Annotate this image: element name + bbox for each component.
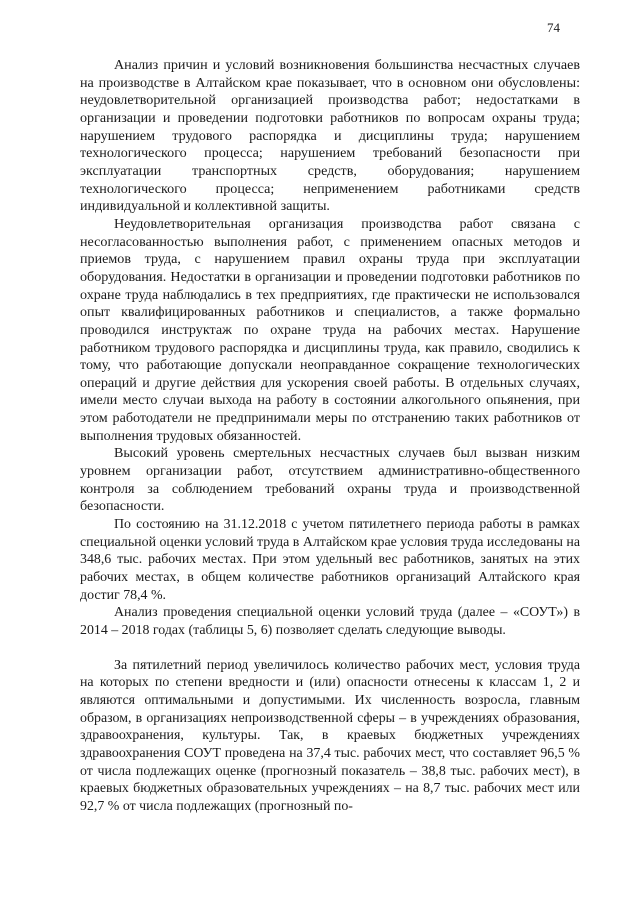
- page-number: 74: [547, 20, 560, 35]
- paragraph-unsatisfactory-organization: Неудовлетворительная организация производства работ связана с несогласованностью выполнения работ, с применением опасных методов и приемов труда, с нарушением правил охраны труда при эксплуатации оборудования. Недостатки в организации и проведении подготовки работников по охране труда наблюдались в тех предприятиях, где практически не использовался опыт квалифицированных работников и специалистов, а также формально проводился инструктаж по охране труда на рабочих местах. Нарушение работником трудового распорядка и дисциплины труда, как правило, сводились к тому, что работающие допускали неоправданное сокращение технологических операций и другие действия для ускорения своей работы. В отдельных случаях, имели место случаи выхода на работу в состоянии алкогольного опьянения, при этом работодатели не предпринимали меры по отстранению таких работников от выполнения трудовых обязанностей.: [80, 215, 580, 444]
- body-text: [80, 57, 580, 816]
- paragraph-sout-analysis: Анализ проведения специальной оценки условий труда (далее – «СОУТ») в 2014 – 2018 годах (таблицы 5, 6) позволяет сделать следующие выводы.: [80, 605, 580, 638]
- paragraph-gap: [80, 640, 580, 657]
- paragraph-fatal-accidents: Высокий уровень смертельных несчастных случаев был вызван низким уровнем организации работ, отсутствием административно-общественного контроля за соблюдением требований охраны труда и производственной безопасности.: [80, 445, 580, 515]
- paragraph-status-2018: По состоянию на 31.12.2018 с учетом пятилетнего периода работы в рамках специальной оценки условий труда в Алтайском крае условия труда исследованы на 348,6 тыс. рабочих местах. При этом удельный вес работников, занятых на этих рабочих местах, в общем количестве работников организаций Алтайского края достиг 78,4 %.: [80, 517, 580, 603]
- paragraph-five-year-period: За пятилетний период увеличилось количество рабочих мест, условия труда на которых по степени вредности и (или) опасности отнесены к классам 1, 2 и являются оптимальными и допустимыми. Их численность возросла, главным образом, в организациях непроизводственной сферы – в учреждениях образования, здравоохранения, культуры. Так, в краевых бюджетных учреждениях здравоохранения СОУТ проведена на 37,4 тыс. рабочих мест, что составляет 96,5 % от числа подлежащих оценке (прогнозный показатель – 38,8 тыс. рабочих мест), в краевых бюджетных образовательных учреждениях – на 8,7 тыс. рабочих мест или 92,7 % от числа подлежащих (прогнозный по-: [80, 657, 580, 814]
- paragraph-causes-analysis: Анализ причин и условий возникновения большинства несчастных случаев на производстве в Алтайском крае показывает, что в основном они обусловлены: неудовлетворительной организацией производства работ; недостатками в организации и проведении подготовки работников по вопросам охраны труда; нарушением трудового распорядка и дисциплины труда; нарушением технологического процесса; нарушением требований безопасности при эксплуатации транспортных средств, оборудования; нарушением технологического процесса; неприменением работниками средств индивидуальной и коллективной защиты.: [80, 57, 580, 215]
